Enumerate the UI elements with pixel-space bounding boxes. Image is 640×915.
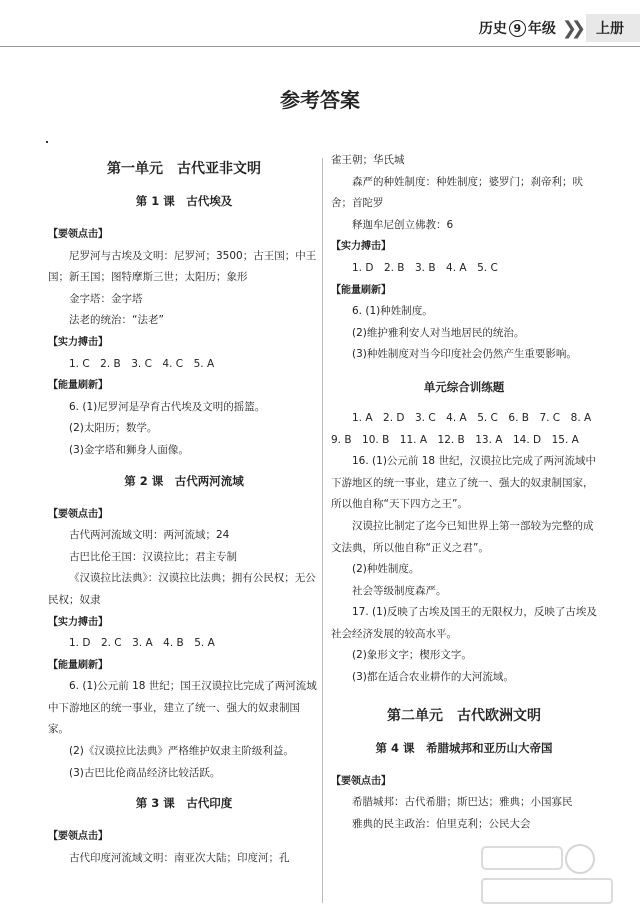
answer-line: 古巴比伦王国：汉谟拉比；君主专制 [69, 550, 237, 563]
answer-line: 雅典的民主政治：伯里克利；公民大会 [352, 817, 531, 830]
answer-line: 雀王朝；华氏城 [331, 154, 405, 166]
section-heading: 单元综合训练题 [423, 379, 505, 394]
watermark-logo [472, 839, 622, 909]
answer-line: 汉谟拉比制定了迄今已知世界上第一部较为完整的成文法典，所以他自称“正义之君”。 [331, 519, 594, 554]
header-rule [0, 46, 640, 47]
section-tag: 【实力搏击】 [48, 616, 108, 628]
answer-line: (2)《汉谟拉比法典》严格维护奴隶主阶级利益。 [69, 745, 294, 758]
section-tag: 【能量刷新】 [331, 284, 391, 296]
answer-line: 释迦牟尼创立佛教：6 [352, 218, 454, 231]
unit-heading: 第一单元 古代亚非文明 [107, 161, 261, 177]
section-tag: 【要领点击】 [331, 775, 391, 787]
subject-grade [479, 18, 556, 38]
right-column [331, 150, 597, 835]
answer-line: 17. (1)反映了古埃及国王的无限权力，反映了古埃及社会经济发展的较高水平。 [331, 606, 597, 640]
answer-line: 1. A 2. D 3. C 4. A 5. C 6. B 7. C 8. A [352, 411, 592, 424]
grade-number-badge: 9 [509, 20, 526, 37]
spacer [331, 689, 597, 697]
answer-line: (3)种姓制度对当今印度社会仍然产生重要影响。 [352, 348, 577, 361]
answer-line: 6. (1)种姓制度。 [352, 305, 433, 318]
unit-heading: 第二单元 古代欧洲文明 [387, 707, 541, 724]
answer-line: 6. (1)公元前 18 世纪；国王汉谟拉比完成了两河流域中下游地区的统一事业，建立了统一、强大的奴隶制国家。 [48, 680, 317, 736]
answer-line: 社会等级制度森严。 [352, 584, 447, 597]
lesson-heading: 第 1 课 古代埃及 [135, 194, 233, 208]
answer-line: (3)金字塔和狮身人面像。 [69, 443, 189, 456]
lesson-heading: 第 2 课 古代两河流域 [124, 473, 244, 488]
answer-line: 1. D 2. B 3. B 4. A 5. C [352, 261, 498, 274]
volume-label: 上册 [586, 14, 640, 42]
section-tag: 【要领点击】 [48, 508, 108, 520]
answer-line: (2)维护雅利安人对当地居民的统治。 [352, 326, 525, 339]
answer-line: 希腊城邦：古代希腊；斯巴达；雅典；小国寡民 [352, 796, 573, 809]
answer-line: 古代两河流域文明：两河流域；24 [69, 529, 230, 542]
answer-line: (3)都在适合农业耕作的大河流域。 [352, 671, 514, 684]
lesson-heading: 第 4 课 希腊城邦和亚历山大帝国 [375, 740, 553, 755]
answer-line: 法老的统治：“法老” [69, 314, 164, 327]
left-column [48, 150, 320, 869]
stray-dot [46, 141, 48, 143]
section-tag: 【能量刷新】 [48, 380, 108, 392]
section-tag: 【实力搏击】 [48, 336, 108, 348]
subject-label: 历史 [478, 21, 507, 37]
answer-line: (2)太阳历；数学。 [69, 422, 158, 435]
answer-line: (2)象形文字；楔形文字。 [352, 649, 472, 662]
answer-line: (3)古巴比伦商品经济比较活跃。 [69, 766, 221, 779]
answer-line: 尼罗河与古埃及文明：尼罗河；3500；古王国；中王国；新王国；图特摩斯三世；太阳历；象形 [48, 249, 317, 284]
answer-line: (2)种姓制度。 [352, 563, 420, 576]
answer-line: 1. C 2. B 3. C 4. C 5. A [69, 357, 215, 370]
answer-line: 16. (1)公元前 18 世纪，汉谟拉比完成了两河流域中下游地区的统一事业，建立了统一、强大的奴隶制国家，所以他自称“天下四方之王”。 [331, 455, 596, 511]
column-divider [322, 158, 323, 903]
answer-line: 古代印度河流域文明：南亚次大陆；印度河；孔 [69, 851, 290, 864]
answer-line: 9. B 10. B 11. A 12. B 13. A 14. D 15. A [331, 433, 579, 446]
section-tag: 【要领点击】 [48, 831, 108, 843]
section-tag: 【实力搏击】 [331, 241, 391, 253]
page-title: 参考答案 [280, 88, 360, 112]
running-header [479, 14, 640, 42]
answer-line: 6. (1)尼罗河是孕育古代埃及文明的摇篮。 [69, 400, 266, 413]
lesson-heading: 第 3 课 古代印度 [135, 796, 233, 811]
answer-line: 森严的种姓制度：种姓制度；婆罗门；刹帝利；吠舍；首陀罗 [331, 175, 583, 210]
answer-line: 《汉谟拉比法典》：汉谟拉比法典；拥有公民权；无公民权；奴隶 [48, 572, 316, 606]
answer-line: 金字塔：金字塔 [69, 292, 143, 305]
section-tag: 【能量刷新】 [48, 659, 108, 671]
grade-suffix: 年级 [527, 21, 556, 37]
section-tag: 【要领点击】 [48, 229, 108, 240]
double-chevron-icon: ❯❯ [561, 17, 580, 39]
answer-line: 1. D 2. C 3. A 4. B 5. A [69, 637, 215, 650]
